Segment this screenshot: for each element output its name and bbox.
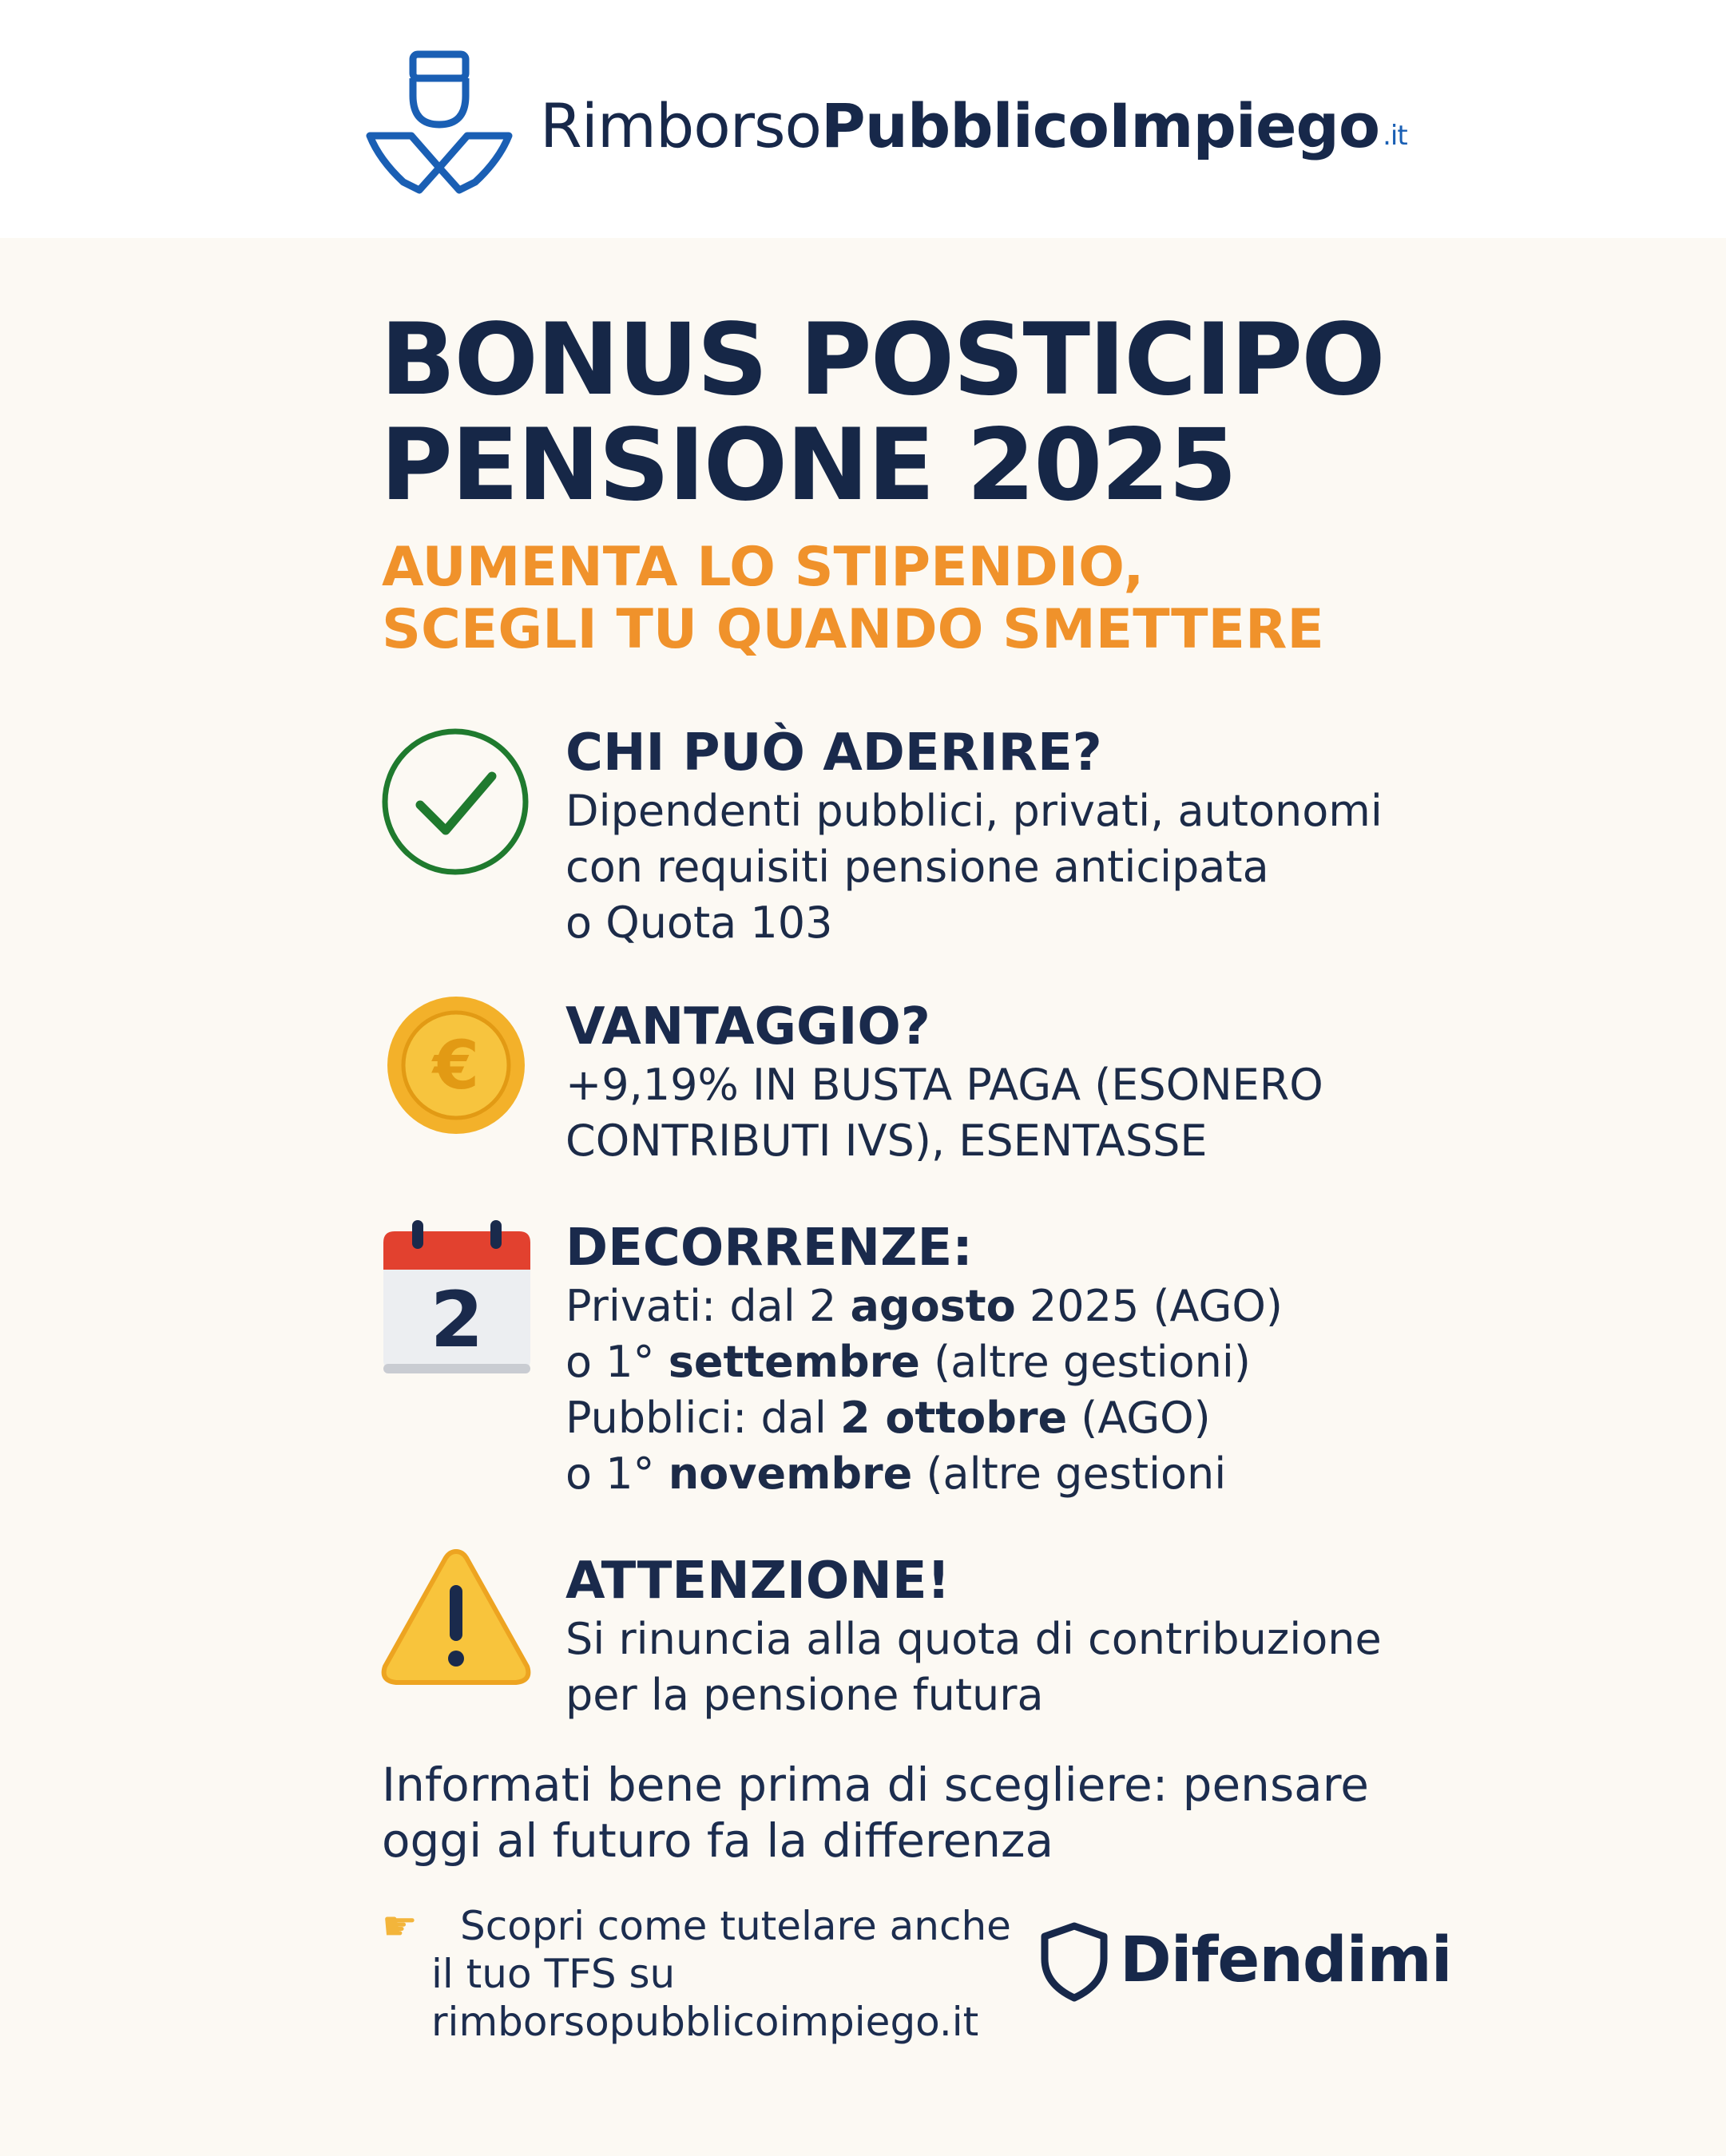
closing-line-1: Informati bene prima di scegliere: pensare — [382, 1758, 1369, 1812]
subtitle-line-2: SCEGLI TU QUANDO SMETTERE — [382, 598, 1324, 661]
person-cap-icon — [363, 48, 515, 200]
section-text: per la pensione futura — [565, 1670, 1044, 1720]
section-text: Si rinuncia alla quota di contribuzione — [565, 1614, 1382, 1664]
calendar-icon — [382, 1220, 532, 1377]
brand-tld: .it — [1383, 120, 1407, 152]
cta-line-2: il tuo TFS su — [431, 1951, 676, 1997]
calendar-day: 2 — [430, 1275, 484, 1365]
closing-message — [382, 1757, 1369, 1869]
brand-light: Rimborso — [540, 90, 822, 161]
title-line-2: PENSIONE 2025 — [380, 408, 1236, 523]
subtitle-line-1: AUMENTA LO STIPENDIO, — [382, 536, 1145, 599]
section-text: o 1° settembre (altre gestioni) — [565, 1337, 1251, 1387]
cta-link[interactable]: rimborsopubblicoimpiego.it — [431, 1999, 979, 2045]
svg-text:€: € — [432, 1026, 480, 1104]
section-heading: CHI PUÒ ADERIRE? — [565, 723, 1102, 783]
section-text: con requisiti pensione anticipata — [565, 842, 1269, 892]
warning-icon — [379, 1545, 534, 1687]
title-line-1: BONUS POSTICIPO — [380, 303, 1384, 418]
section-advantage — [565, 997, 1323, 1169]
section-text: o 1° novembre (altre gestioni — [565, 1449, 1227, 1499]
section-text: CONTRIBUTI IVS), ESENTASSE — [565, 1116, 1208, 1166]
euro-coin-icon — [385, 994, 527, 1136]
check-circle-icon — [380, 727, 530, 877]
section-warning — [565, 1551, 1382, 1723]
brand-bold: PubblicoImpiego — [821, 90, 1380, 161]
header — [0, 0, 1726, 238]
section-text: o Quota 103 — [565, 898, 833, 948]
brand-logo-text[interactable] — [540, 86, 1407, 166]
brand-name: Difendimi — [1120, 1924, 1452, 1996]
section-text: Dipendenti pubblici, privati, autonomi — [565, 786, 1383, 836]
section-text: Pubblici: dal 2 ottobre (AGO) — [565, 1393, 1211, 1443]
section-heading: VANTAGGIO? — [565, 997, 930, 1056]
shield-icon — [1040, 1922, 1109, 2002]
section-eligibility — [565, 723, 1383, 951]
pointing-hand-icon: ☛ — [382, 1903, 418, 1949]
closing-line-2: oggi al futuro fa la differenza — [382, 1813, 1053, 1868]
subtitle — [382, 537, 1324, 661]
section-dates — [565, 1218, 1283, 1502]
cta-line-1: Scopri come tutelare anche — [460, 1903, 1011, 1949]
section-heading: ATTENZIONE! — [565, 1552, 950, 1611]
section-text: +9,19% IN BUSTA PAGA (ESONERO — [565, 1060, 1323, 1110]
cta-text — [431, 1902, 1011, 2046]
section-text: Privati: dal 2 agosto 2025 (AGO) — [565, 1281, 1283, 1331]
section-heading: DECORRENZE: — [565, 1219, 973, 1278]
page-title — [380, 303, 1384, 523]
